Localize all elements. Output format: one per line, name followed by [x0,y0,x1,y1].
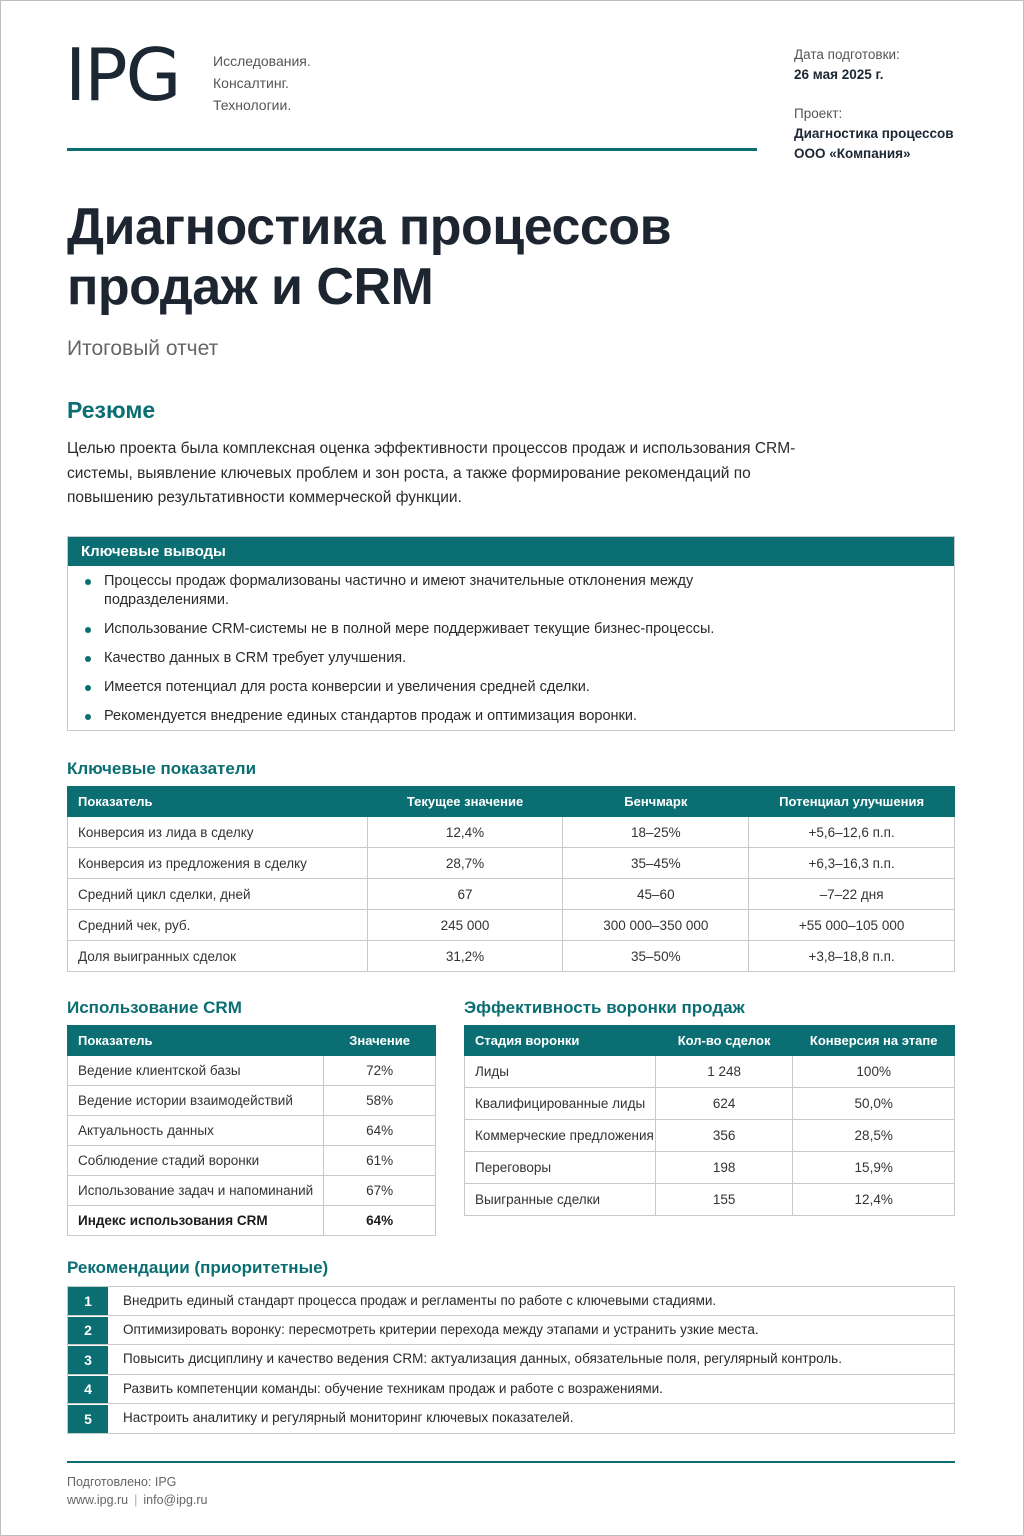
report-meta [794,45,954,164]
table-row [465,1088,955,1120]
table-row [465,1152,955,1184]
table-cell: 12,4% [367,817,563,848]
table-cell: 356 [655,1120,793,1152]
tagline-line: Технологии. [213,97,292,113]
funnel-table-body [465,1056,955,1216]
table-cell: 12,4% [793,1184,955,1216]
table-cell: +3,8–18,8 п.п. [749,941,955,972]
recommendation-number: 3 [68,1345,108,1374]
table-cell: Средний цикл сделки, дней [68,879,368,910]
table-cell: Средний чек, руб. [68,910,368,941]
table-cell: +5,6–12,6 п.п. [749,817,955,848]
table-cell: Выигранные сделки [465,1184,656,1216]
recommendation-item [67,1286,955,1316]
title-line: Диагностика процессов [67,198,672,256]
finding-item: Использование CRM-системы не в полной мере поддерживает текущие бизнес-процессы. [104,620,954,639]
table-row [465,1120,955,1152]
crm-total-row [68,1206,436,1236]
table-cell: 624 [655,1088,793,1120]
table-cell: Использование задач и напоминаний [68,1176,324,1206]
table-cell: Соблюдение стадий воронки [68,1146,324,1176]
table-cell: 61% [324,1146,436,1176]
project-label: Проект: [794,106,843,121]
recommendation-text: Настроить аналитику и регулярный мониторинг ключевых показателей. [123,1410,574,1425]
table-cell: 67 [367,879,563,910]
table-cell: Переговоры [465,1152,656,1184]
website-link[interactable]: www.ipg.ru [67,1493,129,1507]
column-header: Кол-во сделок [655,1026,793,1056]
finding-item: Качество данных в CRM требует улучшения. [104,649,954,668]
recommendation-text: Повысить дисциплину и качество ведения CRM: актуализация данных, обязательные поля, регулярный контроль. [123,1351,842,1366]
resume-heading: Резюме [67,397,156,423]
table-row [68,879,955,910]
funnel-heading: Эффективность воронки продаж [464,998,745,1017]
table-cell: +55 000–105 000 [749,910,955,941]
kpi-heading: Ключевые показатели [67,759,257,778]
table-cell: 58% [324,1086,436,1116]
finding-item: Рекомендуется внедрение единых стандартов продаж и оптимизация воронки. [104,707,954,726]
recommendation-item [67,1345,955,1375]
recommendation-text: Оптимизировать воронку: пересмотреть критерии перехода между этапами и устранить узкие места. [123,1321,759,1337]
table-header-row [68,1026,436,1056]
recommendation-number: 5 [68,1404,108,1433]
table-cell: 28,5% [793,1120,955,1152]
table-header-row [465,1026,955,1056]
table-row [68,1146,436,1176]
company-value: ООО «Компания» [794,146,911,161]
recommendation-number: 4 [68,1375,108,1404]
tagline-line: Консалтинг. [213,75,289,91]
table-cell: Лиды [465,1056,656,1088]
column-header: Стадия воронки [465,1026,656,1056]
prepared-by: Подготовлено: IPG [67,1475,177,1489]
table-row [465,1184,955,1216]
recommendation-number: 2 [68,1316,108,1345]
column-header: Показатель [68,787,368,817]
funnel-table [464,1025,955,1216]
key-findings-list [68,566,954,726]
footer [67,1473,208,1509]
table-cell: Актуальность данных [68,1116,324,1146]
title-line: продаж и CRM [67,258,434,316]
table-cell: 198 [655,1152,793,1184]
recommendation-item [67,1316,955,1346]
table-cell: 72% [324,1056,436,1086]
column-header: Значение [324,1026,436,1056]
table-row [68,817,955,848]
recommendation-item [67,1404,955,1434]
table-cell: Квалифицированные лиды [465,1088,656,1120]
column-header: Показатель [68,1026,324,1056]
table-row [465,1056,955,1088]
table-cell: Ведение истории взаимодействий [68,1086,324,1116]
kpi-table [67,786,955,972]
table-cell: 28,7% [367,848,563,879]
crm-heading: Использование CRM [67,998,242,1017]
key-findings-box [67,536,955,731]
finding-item: Имеется потенциал для роста конверсии и увеличения средней сделки. [104,678,954,697]
table-cell: –7–22 дня [749,879,955,910]
email-link[interactable]: info@ipg.ru [143,1493,208,1507]
date-label: Дата подготовки: [794,47,900,62]
table-cell: 245 000 [367,910,563,941]
table-cell: 31,2% [367,941,563,972]
table-cell: Конверсия из предложения в сделку [68,848,368,879]
table-cell: 300 000–350 000 [563,910,749,941]
recommendations-list [67,1286,955,1434]
page-subtitle: Итоговый отчет [67,337,219,360]
table-cell: 1 248 [655,1056,793,1088]
table-cell: 45–60 [563,879,749,910]
table-cell: 155 [655,1184,793,1216]
table-cell: Доля выигранных сделок [68,941,368,972]
table-cell: Индекс использования CRM [68,1206,324,1236]
crm-table-body [68,1056,436,1236]
key-findings-heading: Ключевые выводы [68,537,954,566]
column-header: Конверсия на этапе [793,1026,955,1056]
resume-text: Целью проекта была комплексная оценка эффективности процессов продаж и использования CRM-системы, выявление ключевых проблем и зон роста, а также формирование рекомендаций по повышению результативности коммерческой функции. [67,440,796,506]
table-cell: Конверсия из лида в сделку [68,817,368,848]
kpi-table-body [68,817,955,972]
company-tagline [213,50,311,116]
table-row [68,941,955,972]
date-value: 26 мая 2025 г. [794,67,884,82]
table-cell: 35–45% [563,848,749,879]
table-row [68,1056,436,1086]
recommendation-item [67,1375,955,1405]
table-row [68,910,955,941]
project-value: Диагностика процессов [794,126,954,141]
table-row [68,848,955,879]
table-cell: 15,9% [793,1152,955,1184]
recommendation-number: 1 [68,1287,108,1315]
table-row [68,1116,436,1146]
table-cell: 67% [324,1176,436,1206]
recommendation-text: Внедрить единый стандарт процесса продаж и регламенты по работе с ключевыми стадиями. [123,1293,717,1308]
table-row [68,1176,436,1206]
table-cell: 64% [324,1116,436,1146]
page-title [67,197,671,317]
table-cell: Ведение клиентской базы [68,1056,324,1086]
recommendations-heading: Рекомендации (приоритетные) [67,1258,329,1277]
crm-table [67,1025,436,1236]
table-cell: 64% [324,1206,436,1236]
table-cell: 50,0% [793,1088,955,1120]
header-divider [67,148,757,151]
footer-separator: | [134,1493,138,1507]
column-header: Текущее значение [367,787,563,817]
table-cell: +6,3–16,3 п.п. [749,848,955,879]
table-row [68,1086,436,1116]
table-cell: Коммерческие предложения [465,1120,656,1152]
column-header: Потенциал улучшения [749,787,955,817]
ipg-logo: IPG [65,33,180,117]
tagline-line: Исследования. [213,53,311,69]
recommendation-text: Развить компетенции команды: обучение техникам продаж и работе с возражениями. [123,1380,663,1396]
table-header-row [68,787,955,817]
table-cell: 35–50% [563,941,749,972]
footer-divider [67,1461,955,1463]
column-header: Бенчмарк [563,787,749,817]
table-cell: 100% [793,1056,955,1088]
finding-item: Процессы продаж формализованы частично и имеют значительные отклонения между подразделениями. [104,572,954,610]
table-cell: 18–25% [563,817,749,848]
